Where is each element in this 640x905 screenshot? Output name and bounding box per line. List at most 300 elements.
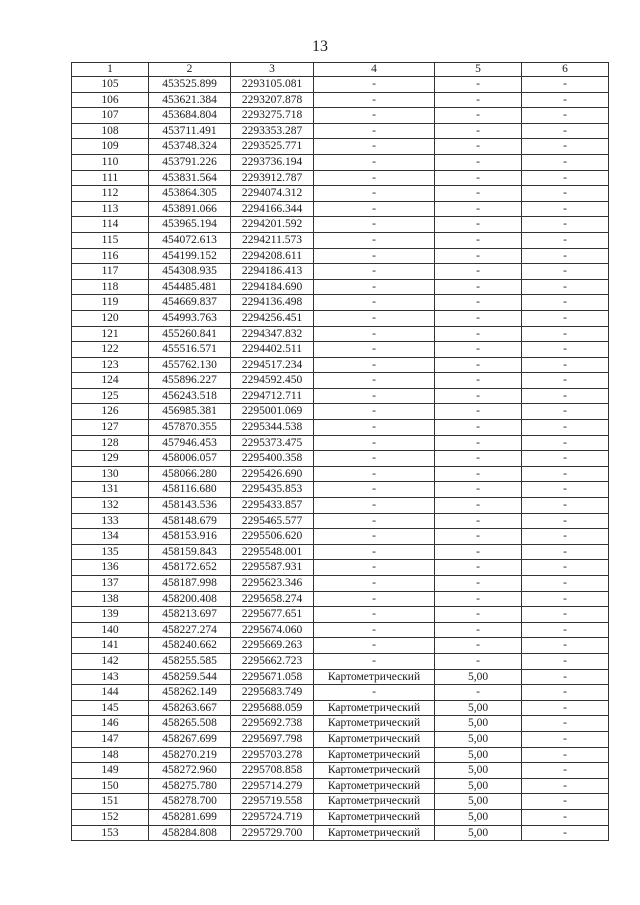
table-row xyxy=(72,170,609,186)
table-cell: - xyxy=(314,108,435,124)
table-cell: 2295671.058 xyxy=(231,669,314,685)
table-cell: 457870.355 xyxy=(149,420,231,436)
table-cell: 2294211.573 xyxy=(231,232,314,248)
table-cell: - xyxy=(522,139,609,155)
table-cell: 120 xyxy=(72,310,149,326)
table-row xyxy=(72,92,609,108)
table-row xyxy=(72,451,609,467)
table-cell: 454199.152 xyxy=(149,248,231,264)
table-cell: - xyxy=(522,435,609,451)
table-cell: - xyxy=(435,92,522,108)
table-cell: - xyxy=(314,591,435,607)
table-cell: - xyxy=(435,264,522,280)
table-cell: - xyxy=(435,529,522,545)
table-cell: 2295697.798 xyxy=(231,731,314,747)
table-cell: 5,00 xyxy=(435,747,522,763)
table-row xyxy=(72,373,609,389)
table-cell: 2295703.278 xyxy=(231,747,314,763)
table-row xyxy=(72,638,609,654)
table-cell: - xyxy=(314,544,435,560)
table-cell: 2294347.832 xyxy=(231,326,314,342)
table-cell: 2294712.711 xyxy=(231,388,314,404)
table-cell: 137 xyxy=(72,576,149,592)
table-cell: - xyxy=(314,513,435,529)
table-cell: 117 xyxy=(72,264,149,280)
table-cell: - xyxy=(435,560,522,576)
table-row xyxy=(72,778,609,794)
table-cell: - xyxy=(522,591,609,607)
table-cell: 2294201.592 xyxy=(231,217,314,233)
table-cell: - xyxy=(314,232,435,248)
table-cell: - xyxy=(522,809,609,825)
table-body xyxy=(72,77,609,841)
table-row xyxy=(72,544,609,560)
table-cell: - xyxy=(522,685,609,701)
table-cell: - xyxy=(314,217,435,233)
table-cell: - xyxy=(435,201,522,217)
table-cell: 454669.837 xyxy=(149,295,231,311)
table-cell: 458267.699 xyxy=(149,731,231,747)
table-cell: - xyxy=(522,794,609,810)
table-cell: - xyxy=(435,170,522,186)
table-cell: - xyxy=(314,685,435,701)
table-cell: 2295587.931 xyxy=(231,560,314,576)
table-row xyxy=(72,357,609,373)
table-cell: 141 xyxy=(72,638,149,654)
table-cell: 2294517.234 xyxy=(231,357,314,373)
table-cell: 2295344.538 xyxy=(231,420,314,436)
table-cell: 458187.998 xyxy=(149,576,231,592)
table-cell: 2295400.358 xyxy=(231,451,314,467)
table-cell: 127 xyxy=(72,420,149,436)
table-cell: 2295724.719 xyxy=(231,809,314,825)
table-cell: - xyxy=(522,420,609,436)
table-cell: - xyxy=(522,154,609,170)
table-row xyxy=(72,607,609,623)
table-cell: - xyxy=(435,653,522,669)
table-cell: Картометрический xyxy=(314,778,435,794)
table-cell: 2295729.700 xyxy=(231,825,314,841)
coordinates-table xyxy=(71,62,609,841)
table-cell: - xyxy=(435,482,522,498)
table-cell: - xyxy=(314,373,435,389)
table-cell: - xyxy=(522,576,609,592)
table-cell: - xyxy=(435,139,522,155)
table-cell: - xyxy=(314,388,435,404)
table-cell: - xyxy=(522,778,609,794)
table-cell: 2295719.558 xyxy=(231,794,314,810)
table-cell: - xyxy=(435,279,522,295)
table-cell: 453891.066 xyxy=(149,201,231,217)
table-row xyxy=(72,388,609,404)
table-row xyxy=(72,108,609,124)
table-cell: 5,00 xyxy=(435,778,522,794)
table-cell: - xyxy=(435,373,522,389)
table-cell: - xyxy=(522,77,609,93)
table-cell: Картометрический xyxy=(314,731,435,747)
table-cell: 458272.960 xyxy=(149,763,231,779)
table-cell: - xyxy=(522,716,609,732)
table-cell: - xyxy=(522,560,609,576)
table-cell: 108 xyxy=(72,123,149,139)
table-cell: - xyxy=(522,279,609,295)
table-cell: 453621.384 xyxy=(149,92,231,108)
table-cell: - xyxy=(435,310,522,326)
table-cell: - xyxy=(435,404,522,420)
table-cell: - xyxy=(314,576,435,592)
table-cell: - xyxy=(435,591,522,607)
table-cell: - xyxy=(314,326,435,342)
table-cell: - xyxy=(522,201,609,217)
table-cell: Картометрический xyxy=(314,669,435,685)
table-cell: Картометрический xyxy=(314,825,435,841)
table-cell: 2295658.274 xyxy=(231,591,314,607)
table-cell: - xyxy=(314,466,435,482)
table-cell: 151 xyxy=(72,794,149,810)
table-cell: - xyxy=(435,622,522,638)
table-cell: 2295373.475 xyxy=(231,435,314,451)
table-row xyxy=(72,295,609,311)
table-cell: - xyxy=(522,264,609,280)
table-cell: - xyxy=(314,357,435,373)
table-row xyxy=(72,310,609,326)
table-row xyxy=(72,700,609,716)
table-cell: - xyxy=(314,342,435,358)
table-cell: - xyxy=(435,248,522,264)
table-cell: 458278.700 xyxy=(149,794,231,810)
table-cell: Картометрический xyxy=(314,747,435,763)
table-cell: - xyxy=(435,295,522,311)
table-cell: 458143.536 xyxy=(149,498,231,514)
table-cell: - xyxy=(435,451,522,467)
table-cell: 455516.571 xyxy=(149,342,231,358)
table-row xyxy=(72,513,609,529)
table-cell: 146 xyxy=(72,716,149,732)
table-cell: - xyxy=(522,342,609,358)
table-cell: 458263.667 xyxy=(149,700,231,716)
table-cell: 112 xyxy=(72,186,149,202)
table-cell: 458066.280 xyxy=(149,466,231,482)
table-cell: 458284.808 xyxy=(149,825,231,841)
table-cell: 458262.149 xyxy=(149,685,231,701)
table-cell: 2295435.853 xyxy=(231,482,314,498)
column-header: 2 xyxy=(149,63,231,77)
table-cell: 121 xyxy=(72,326,149,342)
table-row xyxy=(72,825,609,841)
table-cell: - xyxy=(314,201,435,217)
table-row xyxy=(72,716,609,732)
table-cell: - xyxy=(522,326,609,342)
table-cell: 454485.481 xyxy=(149,279,231,295)
table-cell: 2293525.771 xyxy=(231,139,314,155)
table-cell: 109 xyxy=(72,139,149,155)
table-cell: 2294256.451 xyxy=(231,310,314,326)
table-cell: 2294208.611 xyxy=(231,248,314,264)
table-cell: - xyxy=(522,825,609,841)
table-cell: 2295548.001 xyxy=(231,544,314,560)
table-cell: 110 xyxy=(72,154,149,170)
column-header: 1 xyxy=(72,63,149,77)
table-cell: 113 xyxy=(72,201,149,217)
table-cell: - xyxy=(435,217,522,233)
table-row xyxy=(72,154,609,170)
column-header: 6 xyxy=(522,63,609,77)
table-cell: - xyxy=(435,108,522,124)
table-cell: 115 xyxy=(72,232,149,248)
table-cell: - xyxy=(522,747,609,763)
table-cell: 458240.662 xyxy=(149,638,231,654)
table-cell: - xyxy=(522,638,609,654)
table-cell: - xyxy=(314,139,435,155)
table-row xyxy=(72,747,609,763)
table-cell: - xyxy=(435,388,522,404)
table-cell: 458153.916 xyxy=(149,529,231,545)
table-cell: - xyxy=(522,669,609,685)
table-cell: 458006.057 xyxy=(149,451,231,467)
table-cell: 458172.652 xyxy=(149,560,231,576)
table-row xyxy=(72,435,609,451)
table-cell: - xyxy=(435,123,522,139)
table-cell: 455896.227 xyxy=(149,373,231,389)
table-cell: - xyxy=(435,186,522,202)
table-cell: 458227.274 xyxy=(149,622,231,638)
table-cell: 145 xyxy=(72,700,149,716)
table-cell: 2295465.577 xyxy=(231,513,314,529)
table-cell: 139 xyxy=(72,607,149,623)
table-cell: 111 xyxy=(72,170,149,186)
table-cell: - xyxy=(522,529,609,545)
table-cell: 148 xyxy=(72,747,149,763)
table-cell: - xyxy=(522,653,609,669)
table-cell: Картометрический xyxy=(314,794,435,810)
table-cell: 131 xyxy=(72,482,149,498)
table-cell: 150 xyxy=(72,778,149,794)
table-row xyxy=(72,669,609,685)
table-cell: - xyxy=(522,482,609,498)
table-cell: 142 xyxy=(72,653,149,669)
table-cell: 153 xyxy=(72,825,149,841)
table-cell: - xyxy=(435,232,522,248)
table-cell: 130 xyxy=(72,466,149,482)
table-cell: - xyxy=(435,544,522,560)
table-cell: 2293912.787 xyxy=(231,170,314,186)
table-cell: 2294592.450 xyxy=(231,373,314,389)
table-cell: 453791.226 xyxy=(149,154,231,170)
table-cell: 2293207.878 xyxy=(231,92,314,108)
table-cell: Картометрический xyxy=(314,700,435,716)
table-cell: 114 xyxy=(72,217,149,233)
table-cell: - xyxy=(522,92,609,108)
table-cell: 455762.130 xyxy=(149,357,231,373)
table-cell: - xyxy=(522,763,609,779)
table-cell: 453831.564 xyxy=(149,170,231,186)
table-row xyxy=(72,560,609,576)
table-cell: 458275.780 xyxy=(149,778,231,794)
table-cell: 455260.841 xyxy=(149,326,231,342)
table-cell: - xyxy=(314,638,435,654)
table-cell: 458200.408 xyxy=(149,591,231,607)
table-cell: - xyxy=(522,170,609,186)
table-cell: 456985.381 xyxy=(149,404,231,420)
table-cell: 454993.763 xyxy=(149,310,231,326)
table-cell: 2295677.651 xyxy=(231,607,314,623)
table-cell: - xyxy=(435,154,522,170)
table-cell: - xyxy=(314,435,435,451)
table-cell: 453684.804 xyxy=(149,108,231,124)
table-cell: - xyxy=(435,513,522,529)
table-cell: 2295688.059 xyxy=(231,700,314,716)
table-cell: 457946.453 xyxy=(149,435,231,451)
table-cell: 5,00 xyxy=(435,809,522,825)
table-cell: 458259.544 xyxy=(149,669,231,685)
table-cell: 105 xyxy=(72,77,149,93)
table-cell: 106 xyxy=(72,92,149,108)
table-cell: 2293736.194 xyxy=(231,154,314,170)
table-cell: 454072.613 xyxy=(149,232,231,248)
table-row xyxy=(72,685,609,701)
table-cell: - xyxy=(435,326,522,342)
table-cell: - xyxy=(522,731,609,747)
table-cell: - xyxy=(522,295,609,311)
table-cell: 134 xyxy=(72,529,149,545)
table-row xyxy=(72,653,609,669)
table-row xyxy=(72,77,609,93)
table-cell: - xyxy=(314,482,435,498)
table-row xyxy=(72,466,609,482)
table-cell: - xyxy=(522,700,609,716)
table-cell: 125 xyxy=(72,388,149,404)
table-cell: 2295674.060 xyxy=(231,622,314,638)
table-row xyxy=(72,482,609,498)
table-row xyxy=(72,731,609,747)
table-cell: 453525.899 xyxy=(149,77,231,93)
column-header: 4 xyxy=(314,63,435,77)
table-cell: 2294184.690 xyxy=(231,279,314,295)
table-cell: 149 xyxy=(72,763,149,779)
table-cell: - xyxy=(522,186,609,202)
table-cell: 2293275.718 xyxy=(231,108,314,124)
table-cell: 2295506.620 xyxy=(231,529,314,545)
table-cell: 2295692.738 xyxy=(231,716,314,732)
table-cell: 5,00 xyxy=(435,825,522,841)
table-cell: - xyxy=(314,498,435,514)
table-row xyxy=(72,186,609,202)
table-cell: 135 xyxy=(72,544,149,560)
table-cell: - xyxy=(522,498,609,514)
table-row xyxy=(72,809,609,825)
table-cell: - xyxy=(522,232,609,248)
table-header-row xyxy=(72,63,609,77)
table-cell: - xyxy=(435,685,522,701)
table-cell: 2294166.344 xyxy=(231,201,314,217)
table-cell: - xyxy=(522,248,609,264)
table-row xyxy=(72,232,609,248)
table-row xyxy=(72,498,609,514)
table-row xyxy=(72,123,609,139)
table-cell: 2294136.498 xyxy=(231,295,314,311)
table-row xyxy=(72,326,609,342)
table-cell: 132 xyxy=(72,498,149,514)
table-cell: - xyxy=(522,123,609,139)
table-cell: 136 xyxy=(72,560,149,576)
table-row xyxy=(72,529,609,545)
table-cell: 107 xyxy=(72,108,149,124)
table-cell: - xyxy=(314,607,435,623)
table-row xyxy=(72,420,609,436)
table-cell: - xyxy=(314,529,435,545)
table-cell: - xyxy=(314,154,435,170)
table-cell: 129 xyxy=(72,451,149,467)
table-cell: - xyxy=(435,498,522,514)
table-cell: - xyxy=(435,576,522,592)
table-row xyxy=(72,279,609,295)
table-cell: 119 xyxy=(72,295,149,311)
table-cell: - xyxy=(435,435,522,451)
table-cell: - xyxy=(435,638,522,654)
column-header: 3 xyxy=(231,63,314,77)
table-cell: 458159.843 xyxy=(149,544,231,560)
table-row xyxy=(72,622,609,638)
table-cell: - xyxy=(522,373,609,389)
table-row xyxy=(72,576,609,592)
table-row xyxy=(72,139,609,155)
table-cell: 2295714.279 xyxy=(231,778,314,794)
table-cell: - xyxy=(435,77,522,93)
table-cell: 456243.518 xyxy=(149,388,231,404)
table-cell: - xyxy=(435,357,522,373)
table-cell: 128 xyxy=(72,435,149,451)
table-cell: - xyxy=(522,357,609,373)
table-cell: 144 xyxy=(72,685,149,701)
table-cell: 140 xyxy=(72,622,149,638)
table-cell: 5,00 xyxy=(435,731,522,747)
table-cell: - xyxy=(314,420,435,436)
table-cell: Картометрический xyxy=(314,716,435,732)
table-cell: 2294186.413 xyxy=(231,264,314,280)
table-cell: - xyxy=(314,123,435,139)
table-cell: 2295669.263 xyxy=(231,638,314,654)
table-row xyxy=(72,591,609,607)
table-cell: - xyxy=(522,108,609,124)
table-cell: 147 xyxy=(72,731,149,747)
table-cell: 458116.680 xyxy=(149,482,231,498)
table-cell: - xyxy=(314,279,435,295)
table-cell: - xyxy=(435,420,522,436)
table-cell: 453864.305 xyxy=(149,186,231,202)
table-cell: - xyxy=(314,653,435,669)
table-cell: 126 xyxy=(72,404,149,420)
table-cell: - xyxy=(435,342,522,358)
table-cell: Картометрический xyxy=(314,763,435,779)
table-cell: - xyxy=(522,544,609,560)
table-cell: 458148.679 xyxy=(149,513,231,529)
table-cell: 2293105.081 xyxy=(231,77,314,93)
table-cell: 5,00 xyxy=(435,794,522,810)
table-cell: 458281.699 xyxy=(149,809,231,825)
table-cell: 2295662.723 xyxy=(231,653,314,669)
table-cell: 143 xyxy=(72,669,149,685)
table-cell: - xyxy=(314,170,435,186)
table-cell: - xyxy=(314,248,435,264)
table-cell: 458265.508 xyxy=(149,716,231,732)
table-cell: - xyxy=(522,466,609,482)
table-cell: 5,00 xyxy=(435,669,522,685)
page-number: 13 xyxy=(312,38,328,55)
table-cell: 116 xyxy=(72,248,149,264)
table-row xyxy=(72,264,609,280)
table-cell: - xyxy=(314,264,435,280)
table-cell: - xyxy=(314,560,435,576)
